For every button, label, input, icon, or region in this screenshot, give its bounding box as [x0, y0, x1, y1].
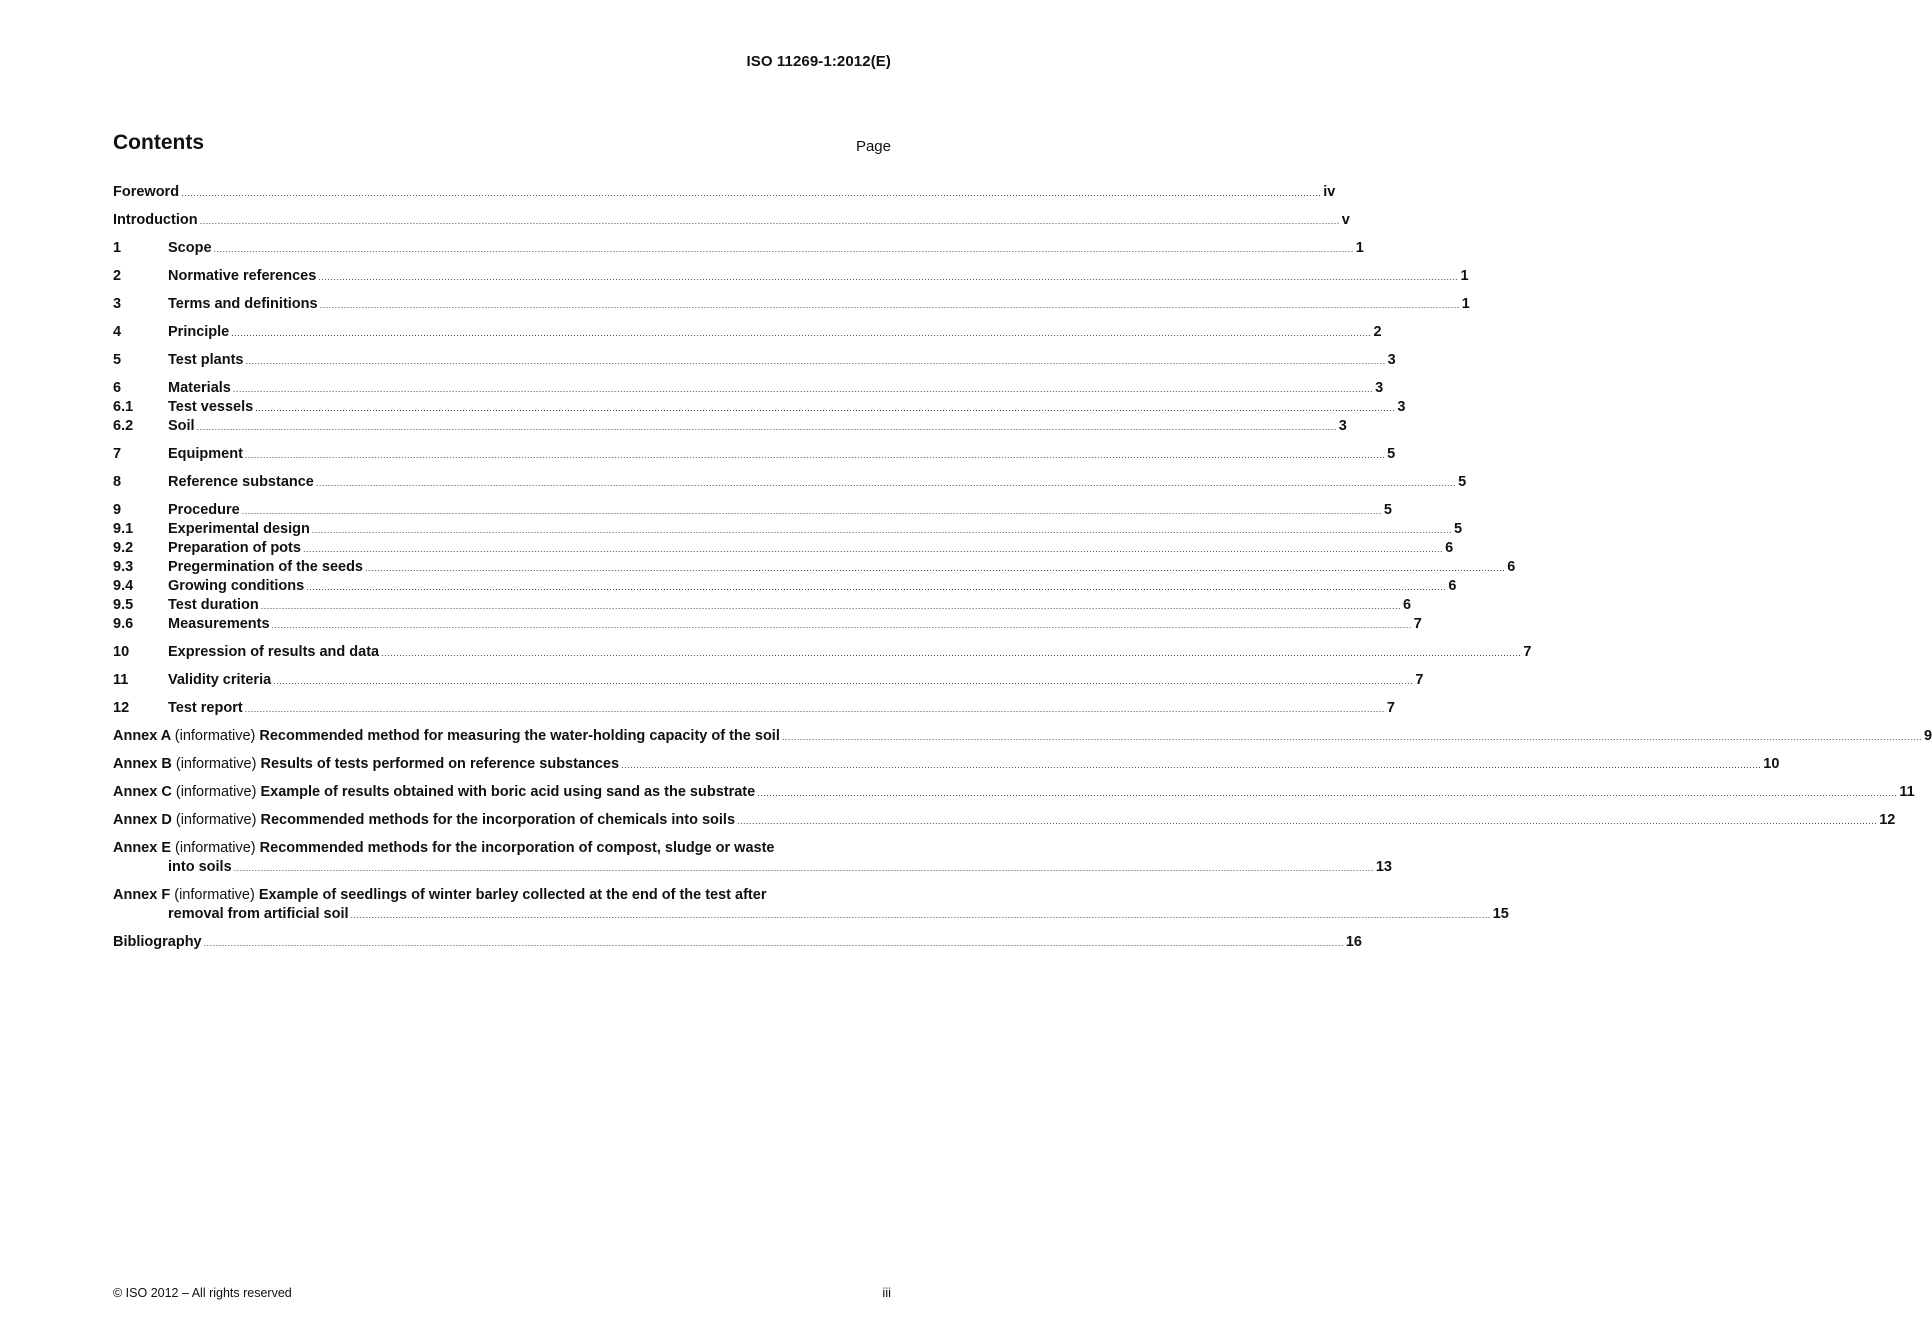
toc-page: 2 — [1373, 324, 1382, 340]
toc-entry-2[interactable] — [113, 267, 1469, 286]
toc-page: 6 — [1448, 578, 1457, 594]
toc-entry-12[interactable] — [113, 699, 1395, 718]
toc-entry-7[interactable] — [113, 445, 1396, 464]
toc-number: 7 — [113, 446, 122, 462]
toc-title: Foreword — [113, 184, 180, 200]
toc-title: Scope — [168, 240, 212, 256]
toc-entry-foreword[interactable] — [113, 183, 1336, 202]
toc-title: Test vessels — [168, 399, 254, 415]
leader-dots — [245, 352, 1385, 371]
leader-dots — [316, 474, 1456, 493]
toc-page: 11 — [1899, 784, 1915, 800]
toc-number: 3 — [113, 296, 122, 312]
toc-page: 5 — [1454, 521, 1463, 537]
toc-entry-5[interactable] — [113, 351, 1396, 370]
leader-dots — [351, 906, 1491, 925]
leader-dots — [181, 184, 1321, 203]
leader-dots — [204, 934, 1344, 953]
toc-title: Experimental design — [168, 521, 310, 537]
leader-dots — [242, 502, 1382, 521]
toc-title: Test report — [168, 700, 243, 716]
toc-entry-3[interactable] — [113, 295, 1470, 314]
toc-entry-4[interactable] — [113, 323, 1382, 342]
leader-dots — [233, 380, 1373, 399]
toc-title: Procedure — [168, 502, 240, 518]
toc-entry-8[interactable] — [113, 473, 1467, 492]
toc-number: 9.5 — [113, 597, 134, 613]
toc-title: Soil — [168, 418, 195, 434]
footer-copyright: © ISO 2012 – All rights reserved — [113, 1286, 292, 1300]
toc-title: Introduction — [113, 212, 198, 228]
annex-title: Example of results obtained with boric acid using sand as the substrate — [260, 784, 756, 800]
toc-title: Normative references — [168, 268, 317, 284]
toc-page: 5 — [1383, 502, 1392, 518]
leader-dots — [272, 616, 1412, 635]
toc-page: 5 — [1387, 446, 1396, 462]
toc-entry-annex-b[interactable] — [113, 755, 1780, 774]
toc-page: 7 — [1413, 616, 1422, 632]
toc-title-line1 — [113, 886, 891, 905]
toc-entry-annex-c[interactable] — [113, 783, 1915, 802]
toc-entry-bibliography[interactable] — [113, 933, 1362, 952]
toc-entry-annex-e[interactable] — [113, 839, 1392, 877]
footer-page-number: iii — [882, 1285, 891, 1300]
toc-entry-6[interactable] — [113, 379, 1384, 398]
annex-title-continued: into soils — [168, 859, 232, 875]
toc-page: 6 — [1445, 540, 1454, 556]
toc-title: Reference substance — [168, 474, 314, 490]
toc-number: 10 — [113, 644, 130, 660]
leader-dots — [737, 812, 1877, 831]
toc-entry-9-5[interactable] — [113, 596, 1412, 615]
toc-number: 9 — [113, 502, 122, 518]
leader-dots — [782, 728, 1922, 747]
toc-number: 12 — [113, 700, 130, 716]
leader-dots — [245, 700, 1385, 719]
toc-page: 7 — [1386, 700, 1395, 716]
toc-title-line1 — [113, 839, 891, 858]
annex-title: Results of tests performed on reference substances — [260, 756, 620, 772]
toc-page: 6 — [1402, 597, 1412, 613]
leader-dots — [621, 756, 1761, 775]
toc-title: Pregermination of the seeds — [168, 559, 363, 575]
toc-page: 10 — [1763, 756, 1780, 772]
toc-title-line2 — [113, 858, 1392, 877]
toc-title: Validity criteria — [168, 672, 272, 688]
annex-label: Annex E — [113, 840, 172, 856]
toc-entry-9[interactable] — [113, 501, 1392, 520]
toc-title: Materials — [168, 380, 231, 396]
toc-entry-1[interactable] — [113, 239, 1364, 258]
toc-entry-annex-d[interactable] — [113, 811, 1896, 830]
toc-page: 5 — [1458, 474, 1467, 490]
annex-label: Annex C — [113, 784, 172, 800]
leader-dots — [757, 784, 1897, 803]
toc-number: 2 — [113, 268, 122, 284]
leader-dots — [231, 324, 1371, 343]
toc-entry-6-1[interactable] — [113, 398, 1406, 417]
toc-entry-introduction[interactable] — [113, 211, 1350, 230]
toc-title: Growing conditions — [168, 578, 305, 594]
toc-entry-6-2[interactable] — [113, 417, 1347, 436]
annex-type: (informative) — [175, 812, 257, 828]
toc-number: 6.1 — [113, 399, 134, 415]
toc-number: 1 — [113, 240, 122, 256]
toc-number: 6 — [113, 380, 122, 396]
toc-page: 15 — [1492, 906, 1509, 922]
toc-title — [113, 755, 619, 774]
leader-dots — [197, 418, 1337, 437]
toc-number: 4 — [113, 324, 122, 340]
toc-title — [113, 727, 780, 746]
toc-number: 9.3 — [113, 559, 134, 575]
leader-dots — [303, 540, 1443, 559]
toc-entry-annex-a[interactable] — [113, 727, 1932, 746]
toc-number: 11 — [113, 672, 129, 688]
toc-page: 16 — [1345, 934, 1362, 950]
leader-dots — [381, 644, 1521, 663]
leader-dots — [214, 240, 1354, 259]
toc-title: Expression of results and data — [168, 644, 380, 660]
annex-title-continued: removal from artificial soil — [168, 906, 349, 922]
leader-dots — [365, 559, 1505, 578]
toc-page: 7 — [1523, 644, 1532, 660]
toc-entry-11[interactable] — [113, 671, 1424, 690]
leader-dots — [312, 521, 1452, 540]
toc-entry-10[interactable] — [113, 643, 1532, 662]
toc-page: 3 — [1338, 418, 1347, 434]
annex-label: Annex A — [113, 728, 171, 744]
annex-label: Annex D — [113, 812, 172, 828]
page-column-label: Page — [855, 138, 891, 155]
toc-number: 5 — [113, 352, 122, 368]
toc-title: Principle — [168, 324, 230, 340]
toc-entry-9-4[interactable] — [113, 577, 1457, 596]
toc-page: v — [1341, 212, 1350, 228]
toc-page: 9 — [1924, 728, 1932, 744]
toc-title: Equipment — [168, 446, 243, 462]
annex-type: (informative) — [174, 887, 255, 903]
leader-dots — [255, 399, 1395, 418]
toc-title: Preparation of pots — [168, 540, 301, 556]
toc-entry-9-1[interactable] — [113, 520, 1463, 539]
toc-number: 9.6 — [113, 616, 134, 632]
document-id: ISO 11269-1:2012(E) — [746, 53, 891, 70]
toc-number: 9.2 — [113, 540, 134, 556]
annex-title: Recommended methods for the incorporation of compost, sludge or waste — [259, 840, 775, 856]
toc-page: 12 — [1879, 812, 1896, 828]
toc-entry-annex-f[interactable] — [113, 886, 1509, 924]
table-of-contents — [113, 183, 1932, 952]
toc-page: 3 — [1387, 352, 1396, 368]
contents-title: Contents — [113, 131, 204, 154]
toc-page: 13 — [1375, 859, 1392, 875]
toc-title — [113, 811, 735, 830]
toc-title: Test plants — [168, 352, 244, 368]
toc-page: iv — [1323, 184, 1336, 200]
toc-page: 1 — [1460, 268, 1469, 284]
toc-entry-9-6[interactable] — [113, 615, 1422, 634]
annex-type: (informative) — [175, 756, 257, 772]
annex-title: Example of seedlings of winter barley collected at the end of the test after — [258, 887, 767, 903]
annex-title: Recommended methods for the incorporation of chemicals into soils — [260, 812, 736, 828]
toc-number: 9.1 — [113, 521, 134, 537]
annex-type: (informative) — [174, 728, 256, 744]
toc-entry-9-2[interactable] — [113, 539, 1454, 558]
leader-dots — [234, 859, 1374, 878]
leader-dots — [261, 597, 1401, 616]
toc-page: 7 — [1415, 672, 1424, 688]
toc-title — [113, 783, 755, 802]
toc-title: Measurements — [168, 616, 270, 632]
toc-number: 8 — [113, 474, 122, 490]
annex-type: (informative) — [175, 840, 256, 856]
annex-label: Annex B — [113, 756, 172, 772]
leader-dots — [320, 296, 1460, 315]
annex-label: Annex F — [113, 887, 171, 903]
toc-page: 3 — [1397, 399, 1406, 415]
annex-title: Recommended method for measuring the water-holding capacity of the soil — [259, 728, 780, 744]
toc-number: 6.2 — [113, 418, 134, 434]
toc-title: Terms and definitions — [168, 296, 318, 312]
annex-type: (informative) — [175, 784, 257, 800]
toc-entry-9-3[interactable] — [113, 558, 1516, 577]
leader-dots — [318, 268, 1458, 287]
toc-title: Test duration — [168, 597, 259, 613]
leader-dots — [306, 578, 1446, 597]
toc-page: 1 — [1461, 296, 1470, 312]
toc-title: Bibliography — [113, 934, 202, 950]
leader-dots — [273, 672, 1413, 691]
toc-page: 6 — [1507, 559, 1516, 575]
toc-page: 1 — [1355, 240, 1364, 256]
toc-title-line2 — [113, 905, 1509, 924]
toc-page: 3 — [1375, 380, 1384, 396]
leader-dots — [200, 212, 1340, 231]
leader-dots — [245, 446, 1385, 465]
toc-number: 9.4 — [113, 578, 134, 594]
